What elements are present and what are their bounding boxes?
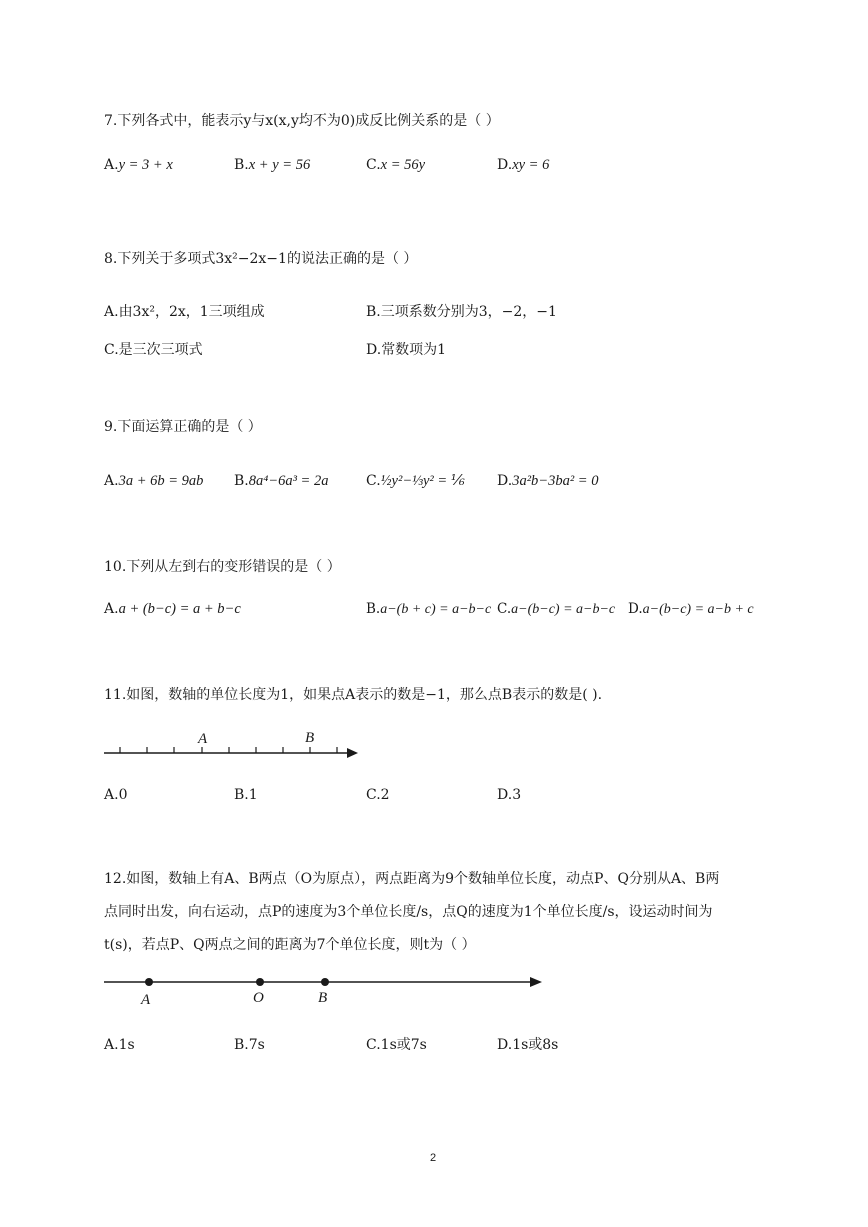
question-7-stem: 7.下列各式中，能表示y与x(x,y均不为0)成反比例关系的是（ ） <box>104 113 500 129</box>
q10-option-a[interactable]: A.a + (b−c) = a + b−c <box>104 601 241 617</box>
q9-option-a[interactable]: A.3a + 6b = 9ab <box>104 473 204 489</box>
q9-option-b[interactable]: B.8a⁴−6a³ = 2a <box>234 473 329 489</box>
q12-option-c[interactable]: C.1s或7s <box>366 1037 427 1053</box>
point-o-label: O <box>253 990 264 1006</box>
q11-option-a[interactable]: A.0 <box>104 787 128 803</box>
q7-option-b[interactable]: B.x + y = 56 <box>234 157 311 173</box>
question-12-stem-line-2: 点同时出发，向右运动，点P的速度为3个单位长度/s，点Q的速度为1个单位长度/s，设运动时间为 <box>104 904 713 920</box>
point-a-label: A <box>198 731 208 747</box>
q12-option-b[interactable]: B.7s <box>234 1037 265 1053</box>
q9-option-c[interactable]: C.½y²−⅓y² = ⅙ <box>366 473 465 489</box>
question-12-stem-line-3: t(s)，若点P、Q两点之间的距离为7个单位长度，则t为（ ） <box>104 937 476 953</box>
q7-option-c[interactable]: C.x = 56y <box>366 157 426 173</box>
q11-option-b[interactable]: B.1 <box>234 787 258 803</box>
q8-option-b[interactable]: B.三项系数分别为3，−2，−1 <box>366 304 557 320</box>
q9-option-d[interactable]: D.3a²b−3ba² = 0 <box>497 473 599 489</box>
question-8-stem: 8.下列关于多项式3x²−2x−1的说法正确的是（ ） <box>104 251 418 267</box>
point-b-label: B <box>305 730 315 746</box>
figure-11-number-line <box>100 728 360 768</box>
q10-option-b[interactable]: B.a−(b + c) = a−b−c <box>366 601 492 617</box>
q8-option-a[interactable]: A.由3x²，2x，1三项组成 <box>104 304 265 320</box>
question-10-stem: 10.下列从左到右的变形错误的是（ ） <box>104 559 341 575</box>
axis-arrow-icon <box>530 977 542 987</box>
q11-option-d[interactable]: D.3 <box>497 787 522 803</box>
q10-option-d[interactable]: D.a−(b−c) = a−b + c <box>628 601 754 617</box>
page-number: 2 <box>430 1152 437 1164</box>
point-b-label: B <box>318 990 328 1006</box>
axis-arrow-icon <box>347 748 358 758</box>
q7-option-a[interactable]: A.y = 3 + x <box>104 157 173 173</box>
question-9-stem: 9.下面运算正确的是（ ） <box>104 419 262 435</box>
figure-12-number-line <box>100 965 550 1015</box>
axis-ticks <box>120 747 337 753</box>
question-12-stem-line-1: 12.如图，数轴上有A、B两点（O为原点），两点距离为9个数轴单位长度，动点P、Q分别从A、B两 <box>104 871 720 887</box>
q10-option-c[interactable]: C.a−(b−c) = a−b−c <box>497 601 616 617</box>
point-a-dot <box>145 978 153 986</box>
question-11-stem: 11.如图，数轴的单位长度为1，如果点A表示的数是−1，那么点B表示的数是( ). <box>104 687 603 703</box>
point-o-dot <box>256 978 264 986</box>
q12-option-d[interactable]: D.1s或8s <box>497 1037 559 1053</box>
q8-option-c[interactable]: C.是三次三项式 <box>104 342 203 358</box>
q12-option-a[interactable]: A.1s <box>104 1037 135 1053</box>
point-b-dot <box>321 978 329 986</box>
q7-option-d[interactable]: D.xy = 6 <box>497 157 550 173</box>
q11-option-c[interactable]: C.2 <box>366 787 390 803</box>
point-a-label: A <box>141 992 151 1008</box>
q8-option-d[interactable]: D.常数项为1 <box>366 342 447 358</box>
